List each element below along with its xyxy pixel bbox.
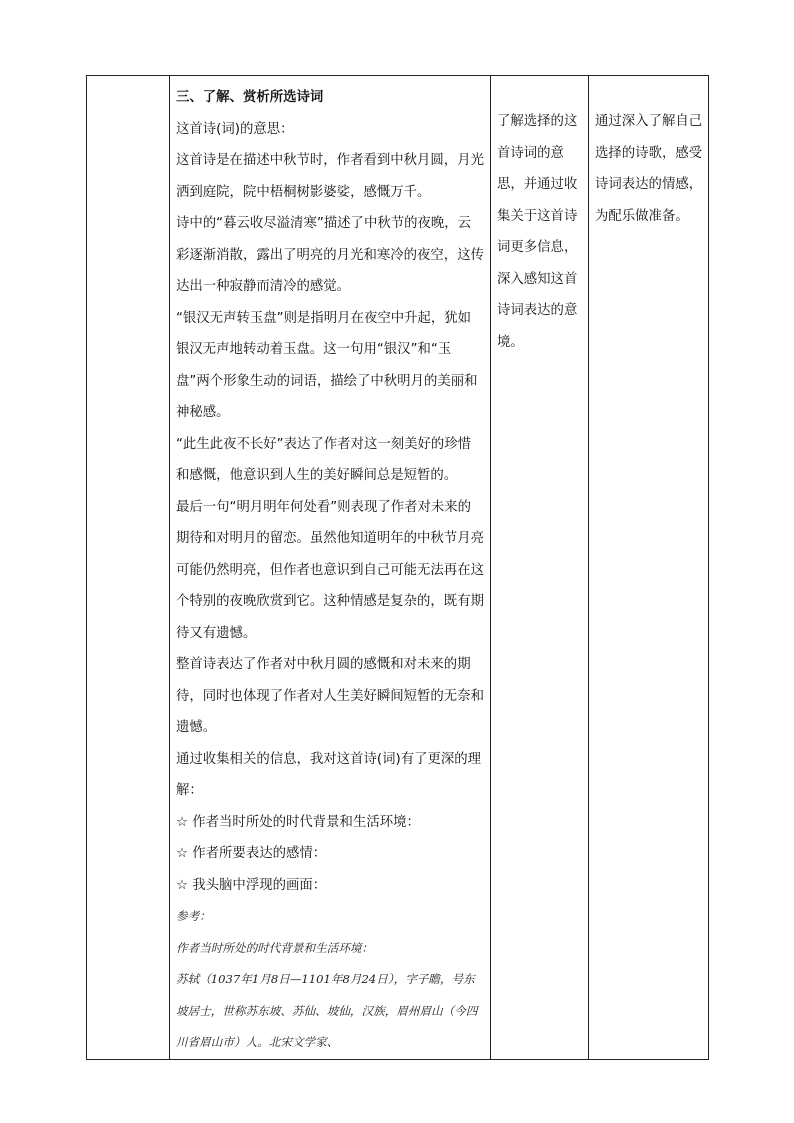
stage-cell [87, 76, 170, 1060]
bullet-imagery: ☆ 我头脑中浮现的画面： [176, 877, 327, 893]
teaching-content-cell [170, 76, 491, 1060]
student-activity-text: 了解选择的这首诗词的意思，并通过收集关于这首诗词更多信息，深入感知这首诗词表达的意境。 [497, 114, 578, 350]
bullet-emotion: ☆ 作者所要表达的感情： [176, 846, 327, 861]
line2-analysis-paragraph: “银汉无声转玉盘”则是指明月在夜空中升起，犹如银汉无声地转动着玉盘。这一句用“银汉”和“玉盘”两个形象生动的词语，描绘了中秋明月的美丽和神秘感。 [176, 310, 478, 420]
line1-analysis-paragraph: 诗中的“暮云收尽溢清寒”描述了中秋节的夜晚，云彩逐渐消散，露出了明亮的月光和寒冷的夜空，这传达出一种寂静而清冷的感觉。 [176, 216, 484, 294]
lesson-plan-table [86, 75, 709, 1060]
design-intent-cell [589, 76, 709, 1060]
student-activity-cell [491, 76, 589, 1060]
reference-block [176, 901, 484, 1059]
reference-label: 参考： [176, 909, 211, 923]
section-heading: 三、了解、赏析所选诗词 [176, 90, 324, 105]
understanding-paragraph: 通过收集相关的信息，我对这首诗(词)有了更深的理解： [176, 751, 482, 798]
poem-summary-paragraph: 这首诗是在描述中秋节时，作者看到中秋月圆，月光洒到庭院，院中梧桐树影婆娑，感慨万千。 [176, 153, 484, 200]
overall-analysis-paragraph: 整首诗表达了作者对中秋月圆的感慨和对未来的期待，同时也体现了作者对人生美好瞬间短暂的无奈和遗憾。 [176, 657, 484, 735]
meaning-label: 这首诗(词)的意思： [176, 121, 294, 137]
bullet-background: ☆ 作者当时所处的时代背景和生活环境： [176, 814, 420, 830]
line3-analysis-paragraph: “此生此夜不长好”表达了作者对这一刻美好的珍惜和感慨，他意识到人生的美好瞬间总是短暂的。 [176, 436, 472, 483]
design-intent-text: 通过深入了解自己选择的诗歌，感受诗词表达的情感，为配乐做准备。 [595, 114, 703, 224]
reference-subheading: 作者当时所处的时代背景和生活环境： [176, 940, 374, 955]
reference-author-bio: 苏轼（1037年1月8日—1101年8月24日），字子瞻，号东坡居士，世称苏东坡、苏仙、坡仙，汉族，眉州眉山（今四川省眉山市）人。北宋文学家、 [176, 972, 478, 1049]
line4-analysis-paragraph: 最后一句“明月明年何处看”则表现了作者对未来的期待和对明月的留恋。虽然他知道明年的中秋节月亮可能仍然明亮，但作者也意识到自己可能无法再在这个特别的夜晚欣赏到它。这种情感是复杂的，既有期待又有遗憾。 [176, 499, 484, 641]
